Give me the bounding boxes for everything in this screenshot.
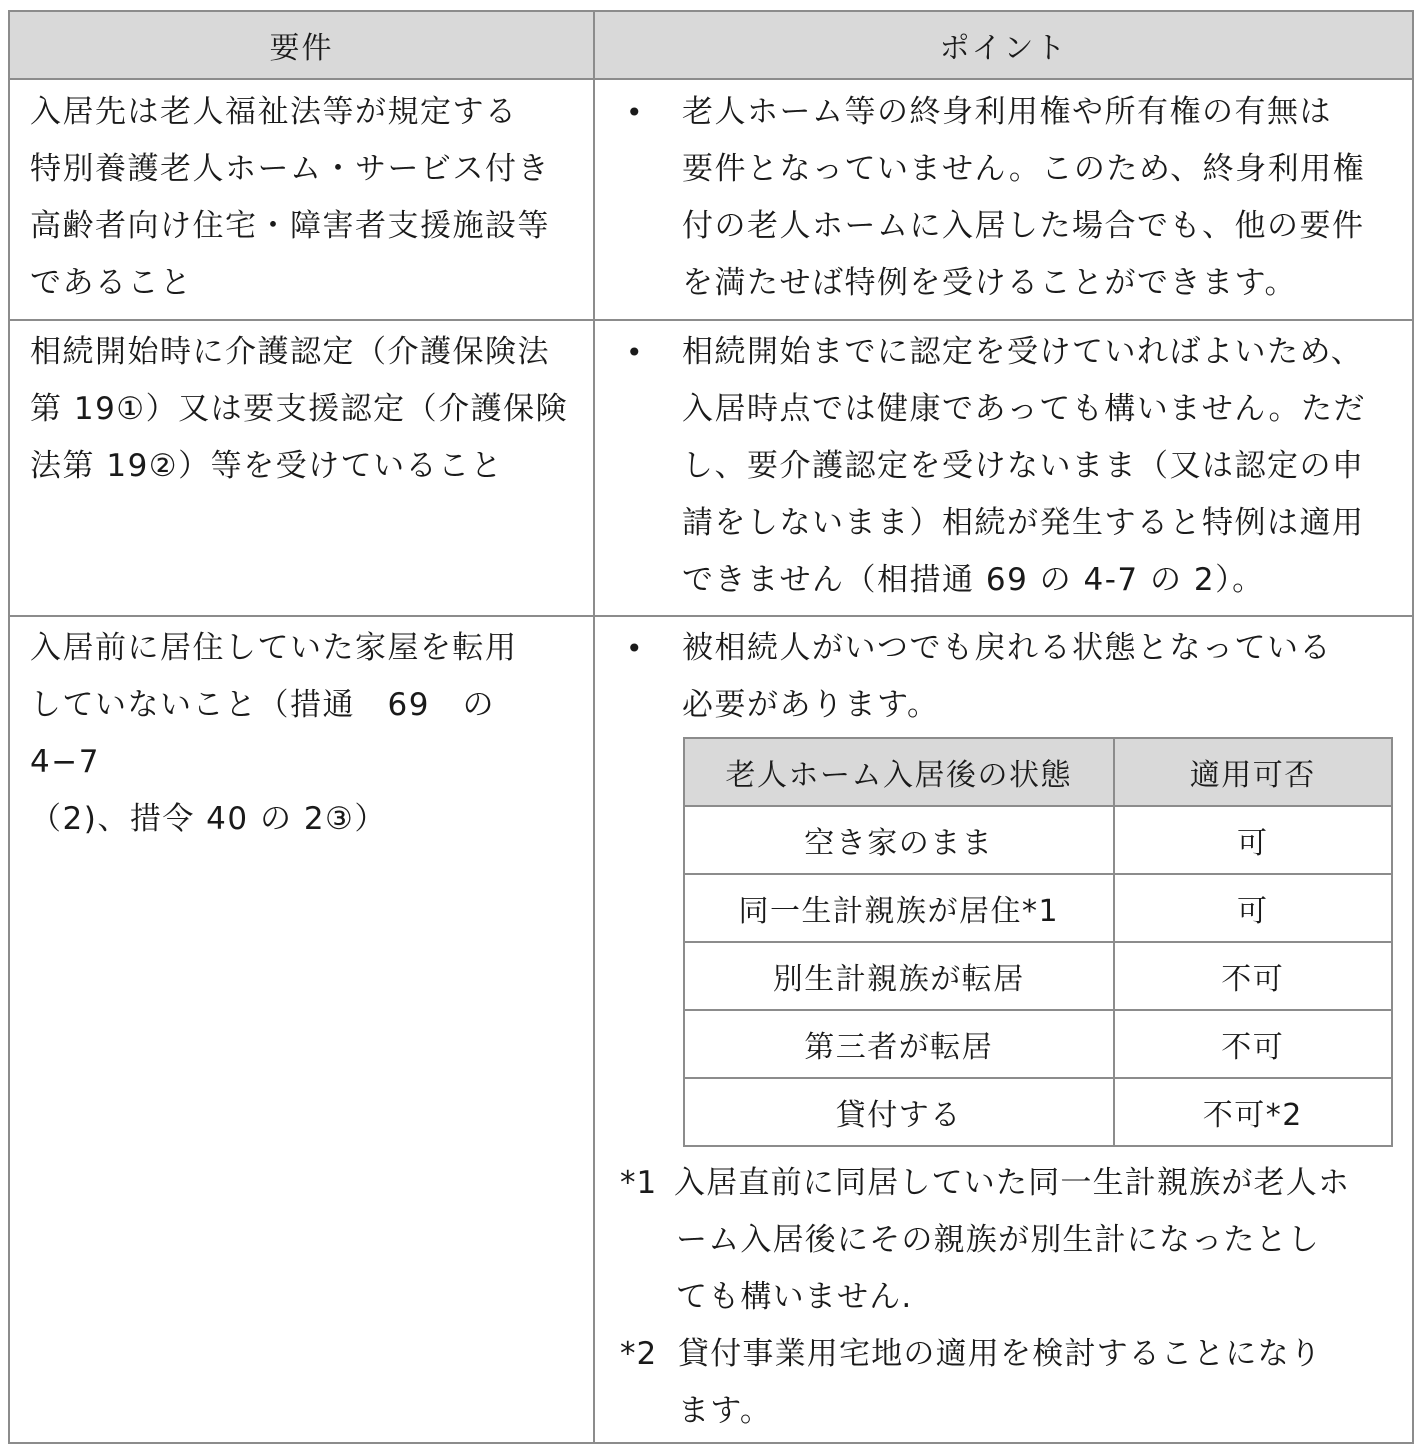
text-line: し、要介護認定を受けないまま（又は認定の申 <box>682 448 1365 484</box>
table-cell: 第三者が転居 <box>684 1010 1114 1078</box>
applicability-table <box>683 737 1393 1147</box>
text-line: （2)、措令 40 の 2③） <box>30 801 387 837</box>
column-divider <box>593 10 595 1444</box>
text-line: 高齢者向け住宅・障害者支援施設等 <box>30 208 550 244</box>
row-3-point <box>682 620 1394 734</box>
table-cell: 可 <box>1114 806 1392 874</box>
table-header-row <box>684 738 1392 806</box>
header-requirement-label: 要件 <box>269 31 334 66</box>
text-line: ーム入居後にその親族が別生計になったとし <box>676 1222 1320 1258</box>
text-line: 入居時点では健康であっても構いません。ただ <box>682 391 1367 427</box>
text-line: していないこと（措通 69 の 4−7 <box>30 687 528 780</box>
text-line: 老人ホーム等の終身利用権や所有権の有無は <box>682 94 1332 130</box>
text-line: 必要があります。 <box>682 687 940 723</box>
table-cell: 別生計親族が転居 <box>684 942 1114 1010</box>
text-line: 入居前に居住していた家屋を転用 <box>30 630 518 666</box>
bullet: • <box>626 336 643 369</box>
bullet: • <box>626 96 643 129</box>
text-line: 入居直前に同居していた同一生計親族が老人ホ <box>674 1165 1351 1201</box>
text-line: 被相続人がいつでも戻れる状態となっている <box>682 630 1332 666</box>
footnote-2-mark: *2 <box>620 1336 658 1372</box>
bullet: • <box>626 632 643 665</box>
table-row <box>684 1078 1392 1146</box>
row-3-requirement <box>30 620 578 848</box>
row-divider <box>8 78 1414 80</box>
table-row <box>684 942 1392 1010</box>
text-line: できません（相措通 69 の 4-7 の 2）。 <box>682 562 1265 598</box>
text-line: であること <box>30 265 193 301</box>
table-cell: 不可 <box>1114 1010 1392 1078</box>
text-line: 要件となっていません。このため、終身利用権 <box>682 151 1366 187</box>
table-cell: 空き家のまま <box>684 806 1114 874</box>
row-1-point <box>682 84 1394 312</box>
text-line: ても構いません. <box>676 1279 913 1315</box>
text-line: 付の老人ホームに入居した場合でも、他の要件 <box>682 208 1365 244</box>
header-point-label: ポイント <box>939 31 1068 66</box>
column-header: 老人ホーム入居後の状態 <box>684 738 1114 806</box>
text-line: 貸付事業用宅地の適用を検討することになり <box>678 1336 1322 1372</box>
footnote-1 <box>674 1155 1394 1326</box>
text-line: 特別養護老人ホーム・サービス付き <box>30 151 550 187</box>
text-line: 第 19①）又は要支援認定（介護保険 <box>30 391 569 427</box>
table-cell: 可 <box>1114 874 1392 942</box>
text-line: 相続開始時に介護認定（介護保険法 <box>30 334 550 370</box>
table-cell: 不可*2 <box>1114 1078 1392 1146</box>
text-line: 法第 19②）等を受けていること <box>30 448 504 484</box>
header-requirement <box>10 12 593 78</box>
row-2-requirement <box>30 324 578 495</box>
row-2-point <box>682 324 1394 609</box>
text-line: 請をしないまま）相続が発生すると特例は適用 <box>682 505 1365 541</box>
table-row <box>684 1010 1392 1078</box>
table-cell: 貸付する <box>684 1078 1114 1146</box>
row-1-requirement <box>30 84 578 312</box>
text-line: 相続開始までに認定を受けていればよいため、 <box>682 334 1364 370</box>
text-line: を満たせば特例を受けることができます。 <box>682 265 1298 301</box>
table-row <box>684 874 1392 942</box>
footnote-1-mark: *1 <box>620 1165 658 1201</box>
text-line: 入居先は老人福祉法等が規定する <box>30 94 518 130</box>
table-cell: 不可 <box>1114 942 1392 1010</box>
footnote-2 <box>674 1326 1394 1440</box>
table-cell: 同一生計親族が居住*1 <box>684 874 1114 942</box>
table-row <box>684 806 1392 874</box>
header-point <box>595 12 1412 78</box>
row-divider <box>8 615 1414 617</box>
row-divider <box>8 319 1414 321</box>
column-header: 適用可否 <box>1114 738 1392 806</box>
text-line: ます。 <box>678 1393 773 1429</box>
